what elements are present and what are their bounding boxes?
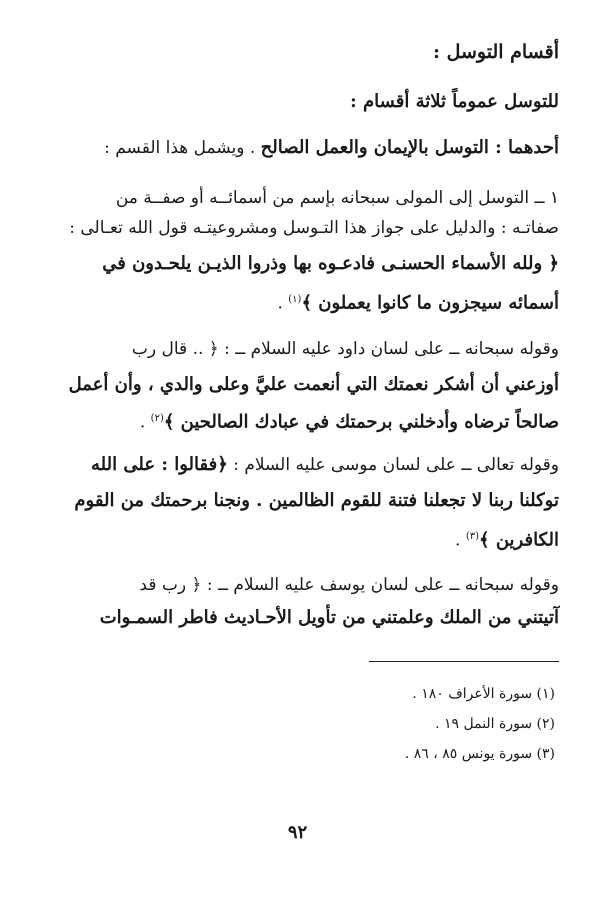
verse3-line3: الكافرين ﴾ bbox=[479, 529, 559, 551]
verse1-line2: أسمائه سيجزون ما كانوا يعملون ﴾ bbox=[301, 292, 559, 314]
verse2-line2: أوزعني أن أشكر نعمتك التي أنعمت عليَّ وعلى والدي ، وأن أعمل bbox=[68, 374, 559, 395]
verse4-intro: وقوله سبحانه ــ على لسان يوسف عليه السلام ــ : ﴿ رب قد bbox=[139, 575, 559, 595]
footnote-ref-3: (٣) bbox=[465, 531, 480, 542]
verse2-intro-row bbox=[132, 335, 559, 363]
verse3-intro-row bbox=[91, 451, 559, 479]
verse4-line2: آتيتني من الملك وعلمتني من تأويل الأحـاديث فاطر السمـوات bbox=[99, 607, 559, 628]
item1-line1: ١ ــ التوسل إلى المولى سبحانه بإسم من أسمائــه أو صفــة من bbox=[115, 188, 559, 208]
page-number: ٩٢ bbox=[287, 822, 308, 843]
verse1-line2-row bbox=[277, 286, 559, 318]
verse3-line2: توكلنا ربنا لا تجعلنا فتنة للقوم الظالمين . ونجنا برحمتك من القوم bbox=[74, 490, 559, 511]
verse2-end: . bbox=[139, 412, 151, 433]
verse3-intro-bold: ﴿فقالوا : على الله bbox=[91, 454, 228, 475]
first-category-rest: . ويشمل هذا القسم : bbox=[104, 138, 256, 158]
footnote-1: (١) سورة الأعراف ١٨٠ . bbox=[412, 686, 555, 702]
footnote-2: (٢) سورة النمل ١٩ . bbox=[435, 716, 555, 732]
verse1-line1: ﴿ ولله الأسماء الحسنـى فادعـوه بها وذروا الذيـن يلحـدون في bbox=[102, 253, 559, 274]
first-category-title: أحدهما : التوسل بالإيمان والعمل الصالح bbox=[260, 137, 559, 158]
verse1-end: . bbox=[277, 293, 289, 314]
footnote-divider bbox=[369, 661, 559, 662]
footnote-ref-1: (١) bbox=[288, 294, 302, 305]
footnote-3: (٣) سورة يونس ٨٥ ، ٨٦ . bbox=[404, 746, 555, 762]
footnote-ref-2: (٢) bbox=[150, 413, 164, 424]
verse2-intro: وقوله سبحانه ــ على لسان داود عليه السلام ــ : ﴿ .. قال رب bbox=[131, 339, 559, 359]
item1-line2: صفاتـه : والدليل على جواز هذا التـوسل ومشروعيتـه قول الله تعـالى : bbox=[69, 218, 559, 238]
verse3-line3-row bbox=[455, 523, 559, 555]
verse3-intro-plain: وقوله تعالى ــ على لسان موسى عليه السلام : bbox=[227, 455, 559, 475]
verse2-line3: صالحاً ترضاه وأدخلني برحمتك في عبادك الصالحين ﴾ bbox=[163, 411, 559, 433]
intro-line: للتوسل عموماً ثلاثة أقسام : bbox=[350, 91, 559, 112]
section-heading: أقسام التوسل : bbox=[432, 41, 559, 63]
verse3-end: . bbox=[455, 530, 466, 551]
verse2-line3-row bbox=[140, 405, 559, 437]
first-category-line bbox=[104, 134, 559, 162]
